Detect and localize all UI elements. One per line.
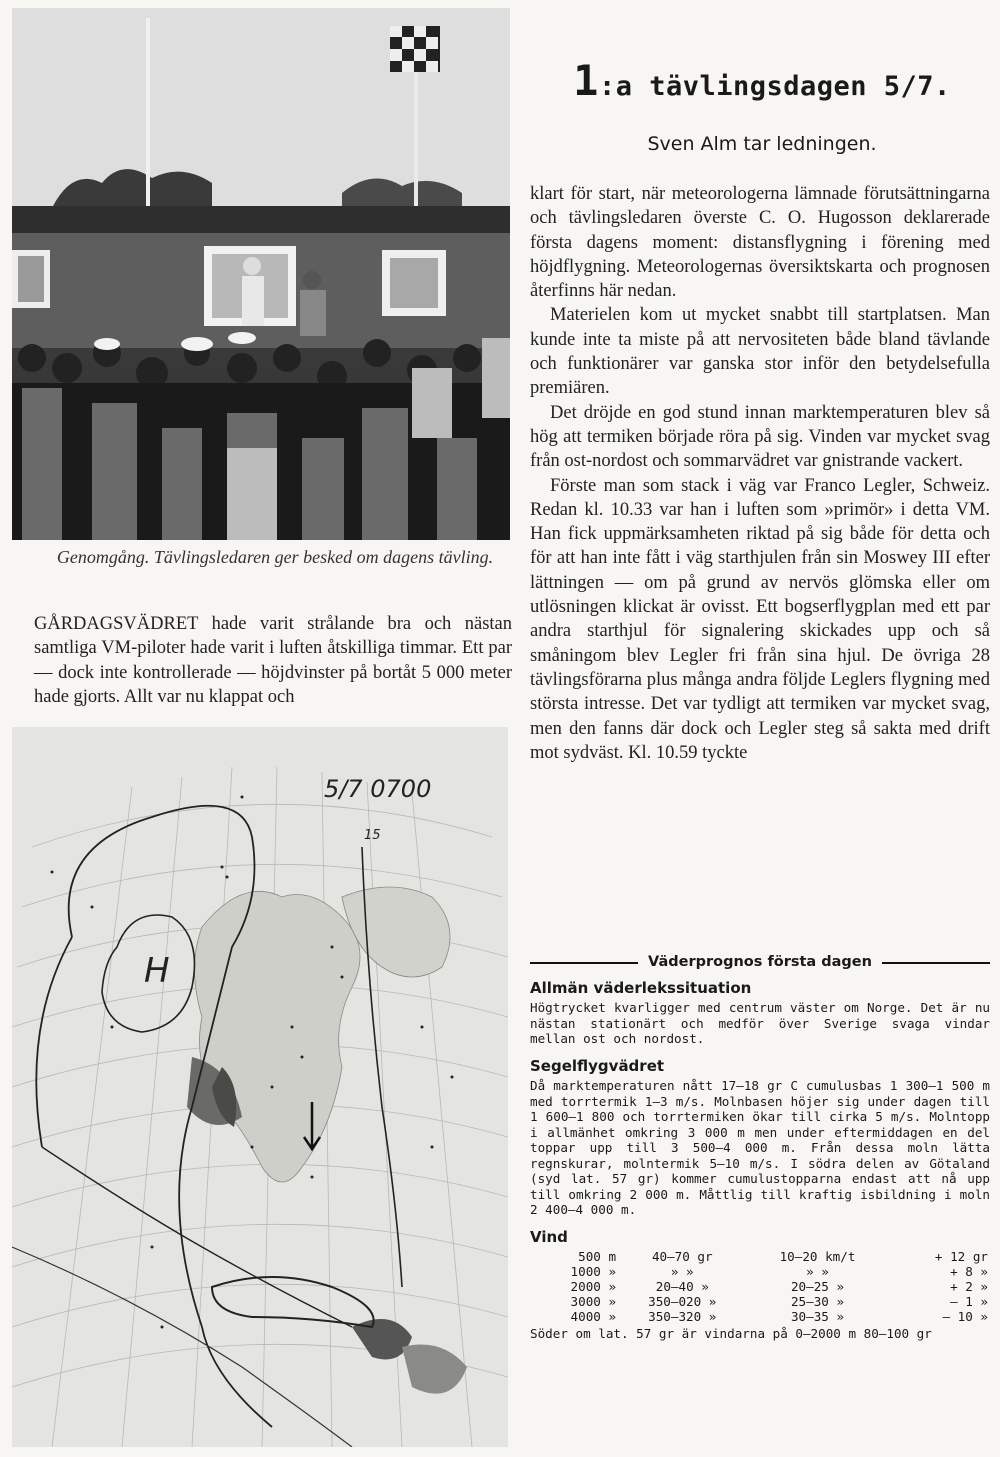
forecast-title: Väderprognos första dagen — [648, 954, 872, 970]
article-title — [532, 56, 992, 105]
wind-altitude: 500 m — [578, 1249, 617, 1264]
wind-direction: 350—020 » — [648, 1294, 717, 1309]
article-paragraph-4: Förste man som stack i väg var Franco Legler, Schweiz. Redan kl. 10.33 var han i luften som »primör» i detta VM. Han fick uppmärksamheten riktad på sig både för detta och för att han inte fått i väg starthjulen från sin Moswey III efter lättningen — om på grund av nervös glömska eller om utlösningen klickat är ovisst. Ett bogserflygplan med ett par andra starthjul för signalering skickades upp och så småningom blev Legler fri från sina hjul. De övriga 28 tävlingsförarna plus många andra följde Leglers flygning med största intresse. Det var tydligt att termiken var mycket svag, men den fanns där dock och Legler steg så sakta med drift mot sydväst. Kl. 10.59 tyckte — [530, 475, 990, 763]
photo-caption: Genomgång. Tävlingsledaren ger besked om dagens tävling. — [56, 547, 494, 567]
intro-paragraph: GÅRDAGSVÄDRET hade varit strålande bra och nästan samtliga VM-piloter hade varit i luften åtskilliga timmar. Ett par — dock inte kontrollerade — höjdvinster på bortåt 5 000 meter hade gjorts. Allt var nu klappat och — [34, 614, 512, 707]
wind-speed: » » — [806, 1264, 829, 1279]
forecast-rule-left — [530, 962, 638, 964]
wind-speed: 10—20 km/t — [779, 1249, 856, 1264]
title-number: 1 — [573, 56, 599, 105]
wind-altitude: 3000 » — [570, 1294, 617, 1309]
wind-temperature: + 2 » — [950, 1279, 988, 1294]
wind-altitude: 2000 » — [570, 1279, 617, 1294]
article-paragraph-2: Materielen kom ut mycket snabbt till startplatsen. Man kunde inte ta miste på att nervositeten både bland tävlande och funktionärer var ganska stor inför den betydelsefulla premiären. — [530, 305, 990, 399]
article-paragraph-1: klart för start, när meteorologerna lämnade förutsättningarna och tävlingsledaren överste C. O. Hugosson deklarerade första dagens moment: distansflygning i förening med höjdflygning. Meteorologernas översiktskarta och prognosen återfinns här nedan. — [530, 184, 990, 302]
meridian-label: 15 — [364, 828, 381, 843]
wind-altitude: 4000 » — [570, 1309, 617, 1324]
article-paragraph-3: Det dröjde en god stund innan marktemperaturen blev så hög att termiken började röra på sig. Vinden var mycket svag från ost-nordost och sommarvädret var gnistrande vackert. — [530, 402, 990, 472]
wind-speed: 25—30 » — [790, 1294, 845, 1309]
briefing-photo — [12, 8, 510, 540]
wind-temperature: + 8 » — [950, 1264, 988, 1279]
wind-altitude: 1000 » — [570, 1264, 617, 1279]
article-subtitle: Sven Alm tar ledningen. — [647, 133, 877, 155]
table-row — [530, 1249, 990, 1264]
wind-direction: 20—40 » — [655, 1279, 709, 1294]
weather-forecast — [530, 955, 990, 1342]
weather-map — [12, 727, 508, 1447]
wind-table — [530, 1249, 990, 1324]
left-column-text — [34, 612, 512, 709]
wind-heading: Vind — [530, 1227, 568, 1246]
wind-temperature: + 12 gr — [934, 1249, 988, 1264]
table-row — [530, 1309, 990, 1324]
forecast-title-row — [530, 955, 990, 971]
map-annotation: 5/7 0700 — [324, 775, 432, 803]
gliding-weather-text: Då marktemperaturen nått 17—18 gr C cumulusbas 1 300—1 500 m med torrtermik 1—3 m/s. Molnbasen höjer sig under dagen till 1 600—1 800 och torrtermiken ökar till cirka 5 m/s. Molntopp i allmänhet omkring 3 000 m men under eftermiddagen en del toppar upp till 3 500—4 000 m. Från dessa moln lätta regnskurar, molntermik 5—10 m/s. I södra delen av Götaland (syd lat. 57 gr) kommer cumulustopparna endast att nå upp till omkring 2 000 m. Måttlig till kraftig isbildning i moln 2 400—4 000 m. — [530, 1078, 990, 1217]
table-row — [530, 1294, 990, 1309]
high-pressure-label: H — [144, 951, 170, 991]
general-situation-text: Högtrycket kvarligger med centrum väster om Norge. Det är nu nästan stationärt och medför över Sverige svaga vindar mellan ost och nordost. — [530, 1000, 990, 1046]
wind-speed: 20—25 » — [790, 1279, 845, 1294]
table-row — [530, 1264, 990, 1279]
title-rest: :a tävlingsdagen 5/7. — [598, 71, 951, 102]
general-situation-heading: Allmän väderlekssituation — [530, 978, 752, 997]
gliding-weather-heading: Segelflygvädret — [530, 1056, 665, 1075]
wind-note: Söder om lat. 57 gr är vindarna på 0—2000 m 80—100 gr — [530, 1326, 932, 1341]
wind-direction: » » — [670, 1264, 694, 1279]
forecast-rule-right — [882, 962, 990, 964]
wind-temperature: — 10 » — [942, 1309, 988, 1324]
table-row — [530, 1279, 990, 1294]
wind-speed: 30—35 » — [790, 1309, 845, 1324]
wind-temperature: — 1 » — [950, 1294, 988, 1309]
wind-direction: 350—320 » — [648, 1309, 717, 1324]
article-body — [530, 182, 990, 765]
wind-direction: 40—70 gr — [651, 1249, 713, 1264]
